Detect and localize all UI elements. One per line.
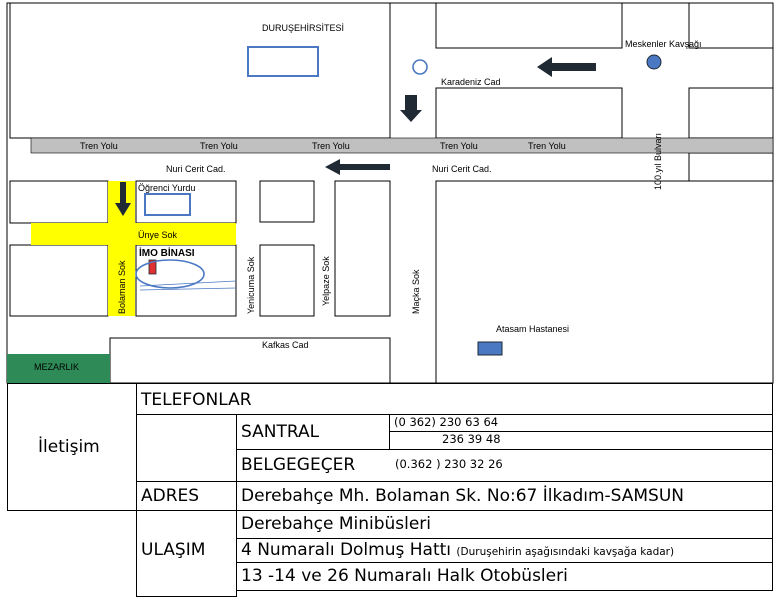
santral-number-1[interactable]: (0 362) 230 63 64 (394, 415, 499, 429)
label-bulvar: 100.yıl Bulvarı (653, 132, 663, 190)
transport-line-2 (241, 540, 674, 560)
label-rail-4: Tren Yolu (440, 141, 478, 151)
label-ogrenci: Öğrenci Yurdu (138, 183, 196, 193)
label-rail-3: Tren Yolu (312, 141, 350, 151)
label-unye: Ünye Sok (138, 230, 178, 240)
block-yelpaze (335, 181, 390, 316)
label-macka: Maçka Sok (411, 269, 421, 314)
label-meskenler: Meskenler Kavşağı (625, 39, 702, 49)
label-rail-5: Tren Yolu (528, 141, 566, 151)
address-value: Derebahçe Mh. Bolaman Sk. No:67 İlkadım-SAMSUN (241, 486, 685, 506)
label-bolaman: Bolaman Sok (117, 260, 127, 314)
durusehir-building (248, 47, 318, 76)
label-nuri-left: Nuri Cerit Cad. (166, 164, 226, 174)
ogrenci-building (145, 194, 190, 215)
label-imo: İMO BİNASI (139, 248, 195, 259)
roundabout-marker (413, 60, 427, 74)
block-southwest (110, 338, 390, 383)
meskenler-junction-marker (647, 55, 661, 69)
block-ne-mid (689, 88, 773, 138)
block-west-1 (10, 181, 108, 223)
address-label: ADRES (141, 486, 200, 506)
transport-line-1: Derebahçe Minibüsleri (241, 514, 432, 534)
block-ne-top (689, 3, 773, 48)
label-mezarlik: MEZARLIK (34, 362, 80, 372)
santral-label: SANTRAL (241, 422, 320, 442)
phones-title: TELEFONLAR (141, 390, 252, 410)
santral-number-2[interactable]: 236 39 48 (442, 432, 501, 446)
label-hastane: Atasam Hastanesi (496, 324, 570, 334)
block-west-2 (10, 245, 108, 316)
label-rail-1: Tren Yolu (80, 141, 118, 151)
label-yenicuma: Yenicuma Sok (246, 256, 256, 314)
transport-line-2-note: (Duruşehirin aşağısındaki kavşağa kadar) (456, 546, 675, 558)
label-karadeniz: Karadeniz Cad (441, 77, 501, 87)
block-east-strip (689, 153, 773, 181)
label-yelpaze: Yelpaze Sok (321, 256, 331, 306)
label-rail-2: Tren Yolu (200, 141, 238, 151)
block-karadeniz-south (436, 88, 622, 138)
fax-number[interactable]: (0.362 ) 230 32 26 (395, 457, 503, 471)
transport-line-3: 13 -14 ve 26 Numaralı Halk Otobüsleri (241, 566, 568, 586)
block-yenicuma (260, 245, 314, 316)
contact-heading: İletişim (38, 437, 100, 457)
block-karadeniz-north (436, 3, 622, 48)
hastane-marker (478, 342, 502, 355)
fax-label: BELGEGEÇER (241, 455, 356, 475)
label-nuri-right: Nuri Cerit Cad. (432, 164, 492, 174)
phones-side-cell (136, 414, 237, 482)
block-mid-small (260, 181, 314, 222)
transport-line-2-main: 4 Numaralı Dolmuş Hattı (241, 540, 452, 560)
label-durusehir: DURUŞEHİRSİTESİ (262, 23, 345, 33)
transport-label: ULAŞIM (141, 540, 206, 560)
label-kafkas: Kafkas Cad (262, 340, 309, 350)
